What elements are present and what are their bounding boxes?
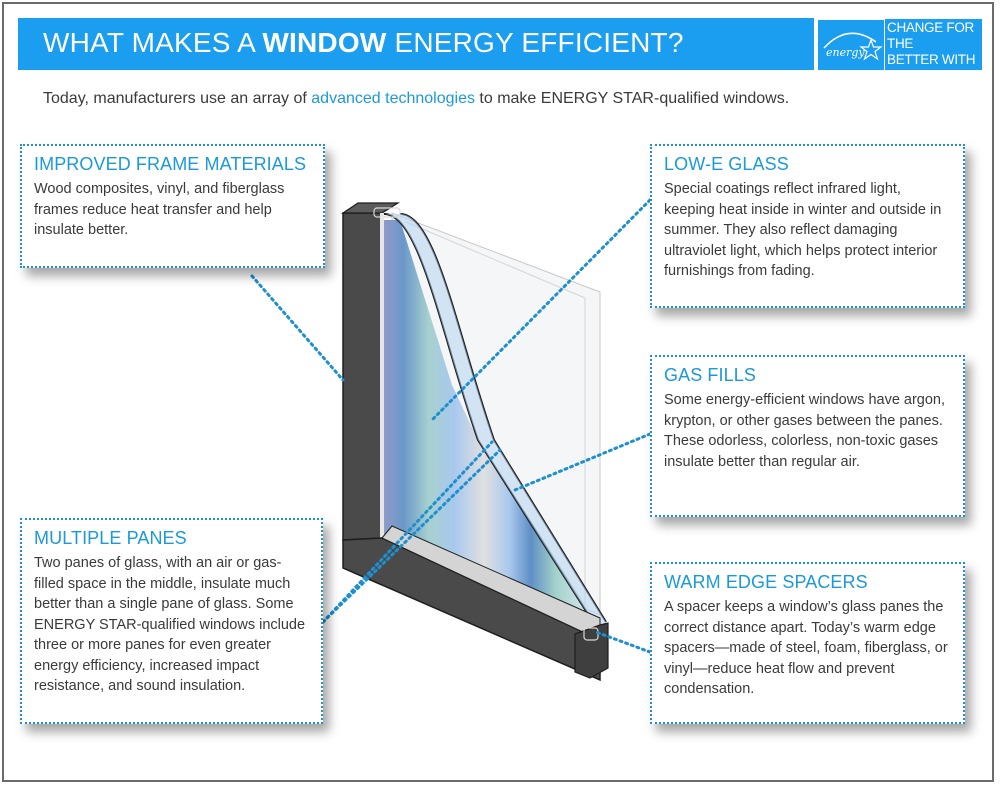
callout-body: A spacer keeps a window’s glass panes the correct distance apart. Today’s warm edge spacers—made of steel, foam, fiberglass, or vinyl—reduce heat flow and prevent condensation. xyxy=(664,599,948,697)
tagline-line: ENERGY STAR xyxy=(887,68,980,83)
callout-body: Two panes of glass, with an air or gas-filled space in the middle, insulate much better than a single pane of glass. Some ENERGY STAR-qualified windows include three or more panes for even greater energy efficiency, increased impact resistance, and sound insulation. xyxy=(34,555,306,694)
callout-improved-frame-materials xyxy=(20,144,325,268)
callout-low-e-glass xyxy=(650,144,965,308)
callout-gas-fills xyxy=(650,355,965,517)
callout-body: Special coatings reflect infrared light, keeping heat inside in winter and outside in summer. They also reflect damaging ultraviolet light, which helps protect interior furnishings from fading. xyxy=(664,181,942,279)
callout-multiple-panes xyxy=(20,518,323,724)
tagline-line: CHANGE FOR THE xyxy=(887,20,975,51)
callout-title: LOW-E GLASS xyxy=(664,154,789,174)
callout-warm-edge-spacers xyxy=(650,562,965,724)
intro-highlight: advanced technologies xyxy=(311,90,475,107)
callout-body: Wood composites, vinyl, and fiberglass frames reduce heat transfer and help insulate better. xyxy=(34,181,285,238)
callout-body: Some energy-efficient windows have argon, krypton, or other gases between the panes. These odorless, colorless, non-toxic gases insulate better than regular air. xyxy=(664,392,946,470)
title-emphasis: WINDOW xyxy=(262,27,387,58)
title-part: ENERGY EFFICIENT? xyxy=(386,27,684,58)
title-part: WHAT MAKES A xyxy=(43,27,263,58)
tagline-line: BETTER WITH xyxy=(887,52,976,67)
callout-title: MULTIPLE PANES xyxy=(34,528,187,548)
callout-title: WARM EDGE SPACERS xyxy=(664,572,868,592)
intro-post: to make ENERGY STAR-qualified windows. xyxy=(474,90,790,107)
window-frame-jamb xyxy=(343,213,382,540)
intro-pre: Today, manufacturers use an array of xyxy=(43,90,312,107)
callout-title: GAS FILLS xyxy=(664,365,756,385)
callout-title: IMPROVED FRAME MATERIALS xyxy=(34,154,307,174)
svg-text:energy: energy xyxy=(826,46,865,59)
